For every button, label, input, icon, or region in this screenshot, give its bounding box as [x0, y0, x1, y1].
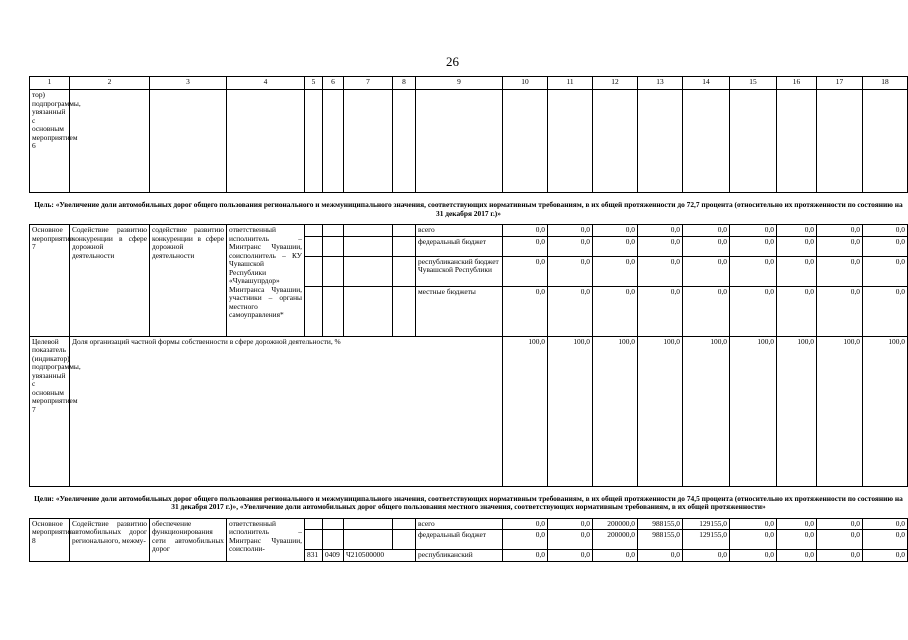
- indicator-7-text: Доля организаций частной формы собственности в сфере дорожной деятельности, %: [70, 336, 503, 486]
- col-5: 5: [305, 77, 323, 90]
- value-cell: 0,0: [863, 518, 908, 530]
- event-7-task: содействие развитию конкуренции в сфере дорожной деятельности: [150, 225, 227, 337]
- event-8-row-total: [30, 518, 908, 530]
- value-cell: 0,0: [503, 518, 548, 530]
- value-cell: 100,0: [730, 336, 777, 486]
- value-cell: 0,0: [503, 256, 548, 286]
- value-cell: 0,0: [593, 225, 638, 237]
- value-cell: 0,0: [548, 236, 593, 256]
- value-cell: 0,0: [863, 530, 908, 550]
- event-7-name: Содействие развитию конкуренции в сфере дорожной деятельности: [70, 225, 150, 337]
- funding-source: республиканский: [416, 550, 503, 562]
- value-cell: 0,0: [548, 256, 593, 286]
- funding-source: республиканский бюджет Чувашской Республики: [416, 256, 503, 286]
- value-cell: 0,0: [503, 530, 548, 550]
- value-cell: 0,0: [683, 550, 730, 562]
- value-cell: 0,0: [777, 236, 817, 256]
- value-cell: 200000,0: [593, 530, 638, 550]
- value-cell: 0,0: [817, 225, 863, 237]
- value-cell: 0,0: [777, 530, 817, 550]
- value-cell: 100,0: [817, 336, 863, 486]
- value-cell: 0,0: [730, 550, 777, 562]
- value-cell: 0,0: [730, 530, 777, 550]
- col-11: 11: [548, 77, 593, 90]
- gov-code: 831: [305, 550, 323, 562]
- value-cell: 0,0: [503, 550, 548, 562]
- event-8-name: Содействие развитию автомобильных дорог регионального, межму-: [70, 518, 150, 561]
- col-10: 10: [503, 77, 548, 90]
- value-cell: 100,0: [863, 336, 908, 486]
- col-6: 6: [323, 77, 344, 90]
- col-9: 9: [416, 77, 503, 90]
- value-cell: 0,0: [593, 236, 638, 256]
- value-cell: 0,0: [638, 225, 683, 237]
- value-cell: 0,0: [638, 550, 683, 562]
- funding-source: федеральный бюджет: [416, 236, 503, 256]
- funding-source: местные бюджеты: [416, 286, 503, 336]
- value-cell: 129155,0: [683, 518, 730, 530]
- value-cell: 0,0: [730, 256, 777, 286]
- value-cell: 0,0: [503, 286, 548, 336]
- col-16: 16: [777, 77, 817, 90]
- value-cell: 0,0: [863, 236, 908, 256]
- value-cell: 0,0: [593, 256, 638, 286]
- value-cell: 988155,0: [638, 530, 683, 550]
- value-cell: 0,0: [683, 256, 730, 286]
- event-8-label: Основное мероприятие 8: [30, 518, 70, 561]
- target-code: Ч210500000: [344, 550, 416, 562]
- event-8-executors: ответственный исполнитель – Минтранс Чувашии, соисполни-: [227, 518, 305, 561]
- funding-source: всего: [416, 225, 503, 237]
- value-cell: 0,0: [683, 236, 730, 256]
- value-cell: 0,0: [730, 286, 777, 336]
- value-cell: 0,0: [548, 225, 593, 237]
- page-number: 26: [446, 54, 459, 69]
- value-cell: 0,0: [817, 518, 863, 530]
- value-cell: 0,0: [817, 256, 863, 286]
- value-cell: 0,0: [593, 550, 638, 562]
- col-15: 15: [730, 77, 777, 90]
- col-12: 12: [593, 77, 638, 90]
- value-cell: 0,0: [638, 286, 683, 336]
- col-17: 17: [817, 77, 863, 90]
- value-cell: 0,0: [548, 530, 593, 550]
- value-cell: 0,0: [863, 225, 908, 237]
- funding-source: всего: [416, 518, 503, 530]
- value-cell: 0,0: [863, 286, 908, 336]
- event-7-row-total: [30, 225, 908, 237]
- event-7-label: Основное мероприятие 7: [30, 225, 70, 337]
- value-cell: 0,0: [683, 286, 730, 336]
- col-2: 2: [70, 77, 150, 90]
- value-cell: 0,0: [777, 256, 817, 286]
- column-header-row: [30, 77, 908, 90]
- value-cell: 0,0: [777, 550, 817, 562]
- value-cell: 0,0: [683, 225, 730, 237]
- value-cell: 0,0: [817, 286, 863, 336]
- section-code: 0409: [323, 550, 344, 562]
- event-7-executors: ответственный исполнитель – Минтранс Чувашии, соисполнитель – КУ Чувашской Республики «Чувашупрдор» Минтранса Чувашии, участники – органы местного самоуправления*: [227, 225, 305, 337]
- value-cell: 0,0: [548, 550, 593, 562]
- event-8-task: обеспечение функционирования сети автомобильных дорог: [150, 518, 227, 561]
- value-cell: 0,0: [817, 236, 863, 256]
- value-cell: 0,0: [638, 256, 683, 286]
- col-4: 4: [227, 77, 305, 90]
- value-cell: 0,0: [817, 530, 863, 550]
- col-1: 1: [30, 77, 70, 90]
- value-cell: 0,0: [777, 286, 817, 336]
- value-cell: 100,0: [593, 336, 638, 486]
- value-cell: 200000,0: [593, 518, 638, 530]
- col-14: 14: [683, 77, 730, 90]
- value-cell: 0,0: [503, 236, 548, 256]
- value-cell: 0,0: [817, 550, 863, 562]
- col-8: 8: [393, 77, 416, 90]
- value-cell: 129155,0: [683, 530, 730, 550]
- goal-row-1: [30, 193, 908, 225]
- goal-2-text: Цели: «Увеличение доли автомобильных дорог общего пользования регионального и межмуниципального значения, соответствующих нормативным требованиям, в их общей протяженности до 74,5 процента (относительно их протяженности по состоянию на 31 декабря 2017 г.)», «Увеличение доли автомобильных дорог общего пользования местного значения, соответствующих нормативным требованиям, в их общей протяженности»: [30, 486, 908, 518]
- value-cell: 100,0: [777, 336, 817, 486]
- value-cell: 0,0: [777, 225, 817, 237]
- value-cell: 100,0: [683, 336, 730, 486]
- funding-source: федеральный бюджет: [416, 530, 503, 550]
- value-cell: 100,0: [503, 336, 548, 486]
- value-cell: 0,0: [548, 286, 593, 336]
- goal-row-2: [30, 486, 908, 518]
- value-cell: 0,0: [777, 518, 817, 530]
- value-cell: 100,0: [548, 336, 593, 486]
- value-cell: 0,0: [503, 225, 548, 237]
- col-18: 18: [863, 77, 908, 90]
- value-cell: 0,0: [863, 256, 908, 286]
- col-13: 13: [638, 77, 683, 90]
- indicator-6-label: тор) подпрограммы, увязанный с основным мероприятием 6: [30, 90, 70, 193]
- col-7: 7: [344, 77, 393, 90]
- value-cell: 0,0: [548, 518, 593, 530]
- indicator-row-6: [30, 90, 908, 193]
- value-cell: 100,0: [638, 336, 683, 486]
- value-cell: 988155,0: [638, 518, 683, 530]
- col-3: 3: [150, 77, 227, 90]
- value-cell: 0,0: [638, 236, 683, 256]
- goal-1-text: Цель: «Увеличение доли автомобильных дорог общего пользования регионального и межмуниципального значения, соответствующих нормативным требованиям, в их общей протяженности до 72,7 процента (относительно их протяженности по состоянию на 31 декабря 2017 г.)»: [30, 193, 908, 225]
- value-cell: 0,0: [593, 286, 638, 336]
- indicator-row-7: [30, 336, 908, 486]
- value-cell: 0,0: [863, 550, 908, 562]
- value-cell: 0,0: [730, 518, 777, 530]
- value-cell: 0,0: [730, 236, 777, 256]
- indicator-7-label: Целевой показатель (индикатор) подпрограммы, увязанный с основным мероприятием 7: [30, 336, 70, 486]
- program-table: [29, 76, 908, 562]
- value-cell: 0,0: [730, 225, 777, 237]
